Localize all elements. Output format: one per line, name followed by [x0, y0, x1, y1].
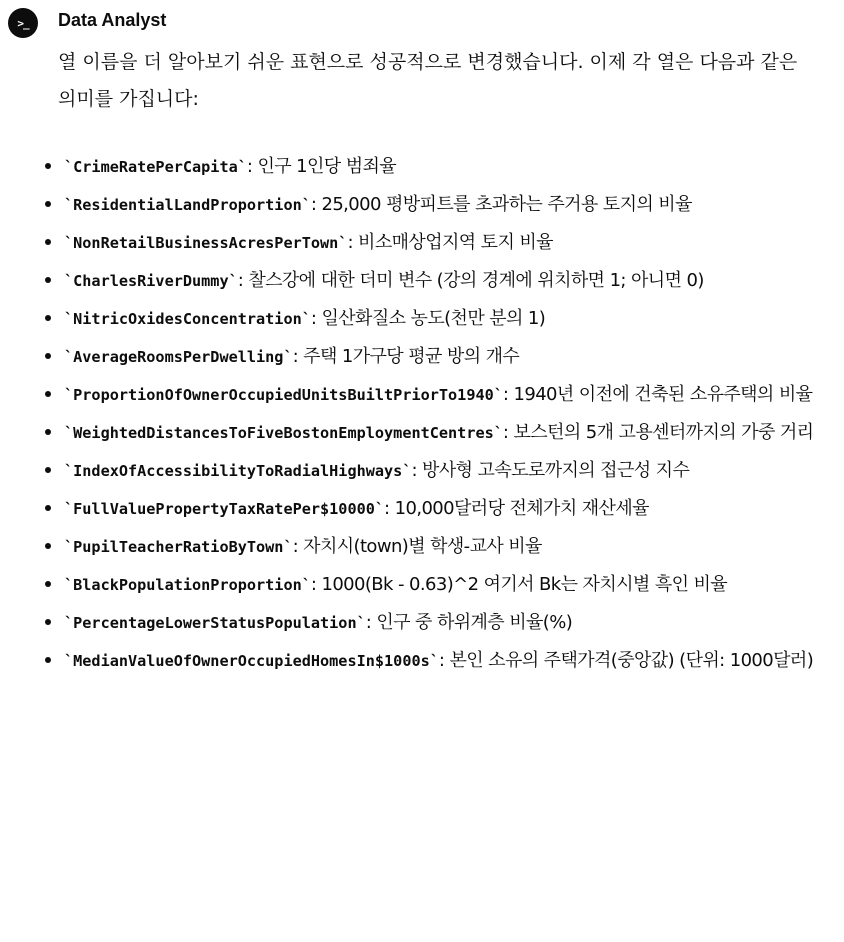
bullet-icon: [45, 505, 51, 511]
column-description: : 1940년 이전에 건축된 소유주택의 비율: [502, 384, 813, 405]
list-item: [0, 452, 844, 490]
bullet-icon: [45, 277, 51, 283]
column-name-code: `MedianValueOfOwnerOccupiedHomesIn$1000s`: [64, 652, 439, 670]
bullet-icon: [45, 315, 51, 321]
bullet-icon: [45, 429, 51, 435]
column-name-code: `PercentageLowerStatusPopulation`: [64, 614, 366, 632]
list-item: [0, 148, 844, 186]
column-description: : 인구 1인당 범죄율: [246, 156, 397, 177]
column-description: : 주택 1가구당 평균 방의 개수: [292, 346, 520, 367]
column-description: : 1000(Bk - 0.63)^2 여기서 Bk는 자치시별 흑인 비율: [310, 574, 728, 595]
column-description: : 방사형 고속도로까지의 접근성 지수: [411, 460, 690, 481]
bullet-icon: [45, 163, 51, 169]
list-item: [0, 338, 844, 376]
list-item: [0, 224, 844, 262]
list-item: [0, 604, 844, 642]
list-item: [0, 262, 844, 300]
column-name-code: `FullValuePropertyTaxRatePer$10000`: [64, 500, 385, 518]
bullet-icon: [45, 657, 51, 663]
column-name-code: `IndexOfAccessibilityToRadialHighways`: [64, 462, 412, 480]
author-name: Data Analyst: [58, 10, 167, 30]
column-description: : 본인 소유의 주택가격(중앙값) (단위: 1000달러): [438, 650, 814, 671]
bullet-icon: [45, 201, 51, 207]
intro-paragraph: 열 이름을 더 알아보기 쉬운 표현으로 성공적으로 변경했습니다. 이제 각 열은 다음과 같은 의미를 가집니다:: [58, 51, 798, 110]
column-name-code: `BlackPopulationProportion`: [64, 576, 311, 594]
column-description: : 일산화질소 농도(천만 분의 1): [310, 308, 546, 329]
list-item: [0, 642, 844, 680]
list-item: [0, 490, 844, 528]
column-description: : 25,000 평방피트를 초과하는 주거용 토지의 비율: [310, 194, 692, 215]
bullet-icon: [45, 239, 51, 245]
bullet-icon: [45, 619, 51, 625]
list-item: [0, 376, 844, 414]
list-item: [0, 186, 844, 224]
column-description: : 자치시(town)별 학생-교사 비율: [292, 536, 542, 557]
bullet-icon: [45, 581, 51, 587]
column-name-code: `NonRetailBusinessAcresPerTown`: [64, 234, 348, 252]
terminal-avatar-icon: >_: [8, 8, 38, 38]
column-name-code: `WeightedDistancesToFiveBostonEmploymentCentres`: [64, 424, 503, 442]
bullet-icon: [45, 467, 51, 473]
bullet-icon: [45, 543, 51, 549]
column-name-code: `ProportionOfOwnerOccupiedUnitsBuiltPriorTo1940`: [64, 386, 503, 404]
column-description: : 인구 중 하위계층 비율(%): [365, 612, 573, 633]
column-name-code: `CrimeRatePerCapita`: [64, 158, 247, 176]
column-description: : 찰스강에 대한 더미 변수 (강의 경계에 위치하면 1; 아니면 0): [237, 270, 704, 291]
column-list: [0, 148, 844, 680]
column-name-code: `NitricOxidesConcentration`: [64, 310, 311, 328]
list-item: [0, 566, 844, 604]
column-description: : 보스턴의 5개 고용센터까지의 가중 거리: [502, 422, 814, 443]
list-item: [0, 528, 844, 566]
column-description: : 비소매상업지역 토지 비율: [347, 232, 553, 253]
list-item: [0, 300, 844, 338]
list-item: [0, 414, 844, 452]
column-name-code: `CharlesRiverDummy`: [64, 272, 238, 290]
column-name-code: `AverageRoomsPerDwelling`: [64, 348, 293, 366]
column-name-code: `PupilTeacherRatioByTown`: [64, 538, 293, 556]
column-description: : 10,000달러당 전체가치 재산세율: [384, 498, 649, 519]
bullet-icon: [45, 353, 51, 359]
bullet-icon: [45, 391, 51, 397]
column-name-code: `ResidentialLandProportion`: [64, 196, 311, 214]
